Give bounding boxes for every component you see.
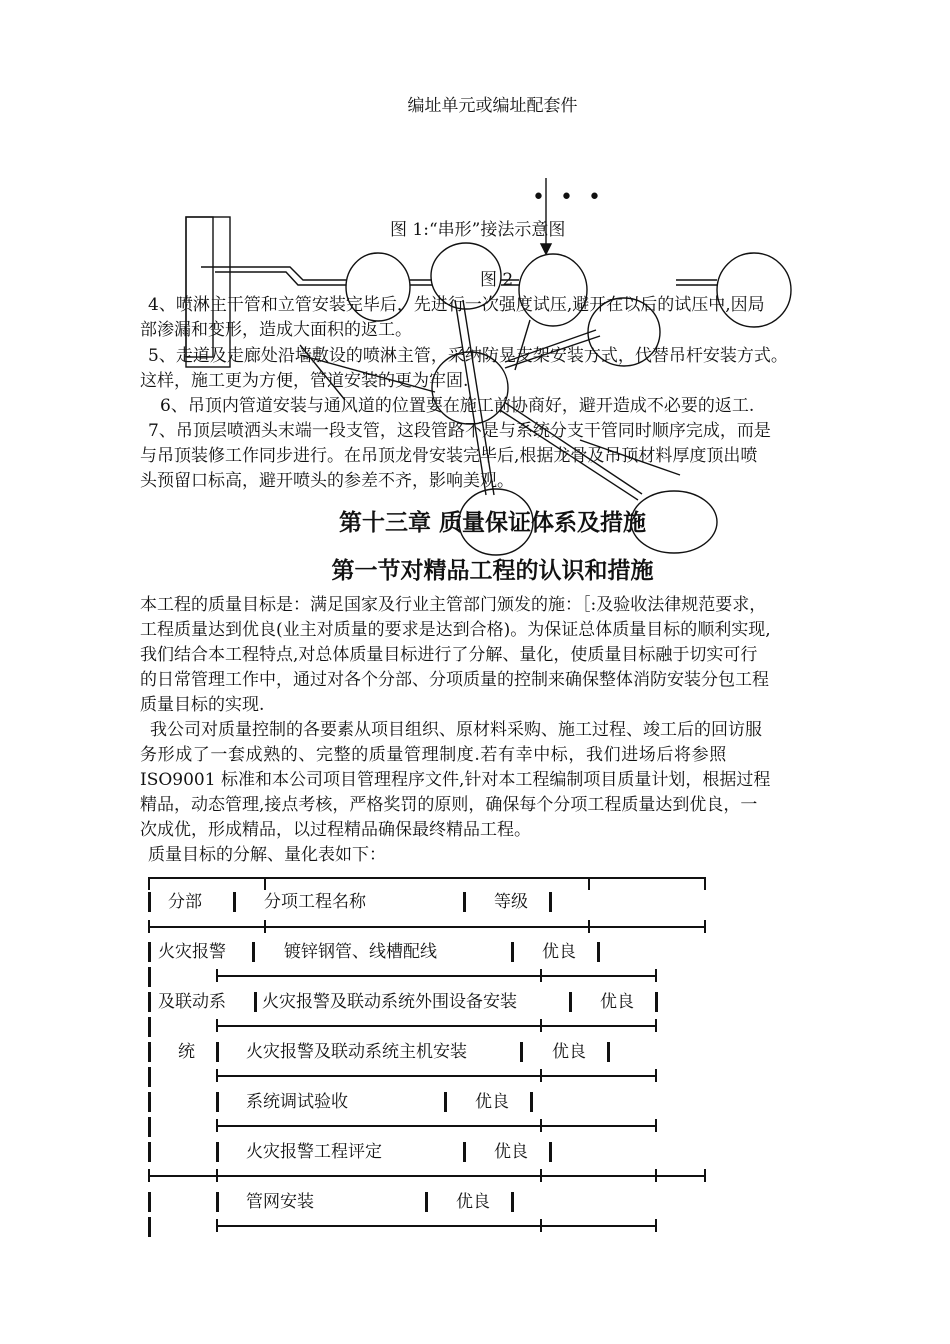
figure1-caption: 图 1:“串形”接法示意图 bbox=[390, 220, 566, 240]
division-label-part3: 统 bbox=[178, 1042, 195, 1062]
diagram-top-caption: 编址单元或编址配套件 bbox=[407, 96, 578, 116]
item-7-line2: 与吊顶装修工作同步进行。在吊顶龙骨安装完毕后,根据龙骨及吊顶材料厚度顶出喷 bbox=[140, 446, 758, 466]
table-row-name: 镀锌钢管、线槽配线 bbox=[284, 942, 437, 962]
item-5-line2: 这样，施工更为方便，管道安装的更为牢固. bbox=[140, 371, 469, 391]
paragraph2-line: 务形成了一套成熟的、完整的质量管理制度.若有幸中标，我们进场后将参照 bbox=[140, 745, 727, 765]
paragraph2-line: 次成优，形成精品，以过程精品确保最终精品工程。 bbox=[140, 820, 531, 840]
table-row-grade: 优良 bbox=[456, 1192, 490, 1212]
table-row-grade: 优良 bbox=[542, 942, 576, 962]
item-6-line1: 6、吊顶内管道安装与通风道的位置要在施工前协商好，避开造成不必要的返工. bbox=[160, 396, 755, 416]
table-row-name: 火灾报警及联动系统主机安装 bbox=[246, 1042, 467, 1062]
table-row-name: 火灾报警工程评定 bbox=[246, 1142, 382, 1162]
table-row-name: 火灾报警及联动系统外围设备安装 bbox=[262, 992, 517, 1012]
header-item-name: 分项工程名称 bbox=[264, 892, 366, 912]
item-4-line1: 4、喷淋主干管和立管安装完毕后，先进行一次强度试压,避开在以后的试压中,因局 bbox=[148, 295, 765, 315]
paragraph1-line: 的日常管理工作中，通过对各个分部、分项质量的控制来确保整体消防安装分包工程 bbox=[140, 670, 769, 690]
chapter-title: 第十三章 质量保证体系及措施 bbox=[338, 509, 646, 536]
paragraph1-line: 本工程的质量目标是：满足国家及行业主管部门颁发的施：［:及验收法律规范要求， bbox=[140, 595, 767, 615]
header-grade: 等级 bbox=[494, 892, 528, 912]
section-title: 第一节对精品工程的认识和措施 bbox=[331, 557, 654, 584]
header-division: 分部 bbox=[168, 892, 202, 912]
table-row-grade: 优良 bbox=[600, 992, 634, 1012]
figure2-caption: 图 2 bbox=[480, 270, 514, 290]
item-7-line1: 7、吊顶层喷洒头末端一段支管，这段管路不是与系统分支干管同时顺序完成，而是 bbox=[148, 421, 771, 441]
division-label-part1: 火灾报警 bbox=[158, 942, 226, 962]
item-7-line3: 头预留口标高，避开喷头的参差不齐，影响美观。 bbox=[140, 471, 514, 491]
ellipsis-dots: • • • bbox=[532, 185, 605, 210]
table-row-grade: 优良 bbox=[494, 1142, 528, 1162]
division-label-part2: 及联动系 bbox=[158, 992, 226, 1012]
item-4-line2: 部渗漏和变形，造成大面积的返工。 bbox=[140, 320, 412, 340]
paragraph1-line: 工程质量达到优良(业主对质量的要求是达到合格)。为保证总体质量目标的顺利实现, bbox=[140, 620, 771, 640]
paragraph2-line: 我公司对质量控制的各要素从项目组织、原材料采购、施工过程、竣工后的回访服 bbox=[150, 720, 762, 740]
table-row-grade: 优良 bbox=[552, 1042, 586, 1062]
table-row-name: 管网安装 bbox=[246, 1192, 314, 1212]
table-intro: 质量目标的分解、量化表如下： bbox=[148, 845, 386, 865]
table-row-name: 系统调试验收 bbox=[246, 1092, 348, 1112]
paragraph2-line: ISO9001 标准和本公司项目管理程序文件,针对本工程编制项目质量计划，根据过程 bbox=[140, 770, 771, 790]
item-5-line1: 5、走道及走廊处沿墙敷设的喷淋主管，采纳防晃支架安装方式，代替吊杆安装方式。 bbox=[148, 346, 788, 366]
paragraph1-line: 我们结合本工程特点,对总体质量目标进行了分解、量化，使质量目标融于切实可行 bbox=[140, 645, 758, 665]
paragraph1-line: 质量目标的实现. bbox=[140, 695, 265, 715]
paragraph2-line: 精品，动态管理,接点考核，严格奖罚的原则，确保每个分项工程质量达到优良，一 bbox=[140, 795, 758, 815]
table-row-grade: 优良 bbox=[475, 1092, 509, 1112]
